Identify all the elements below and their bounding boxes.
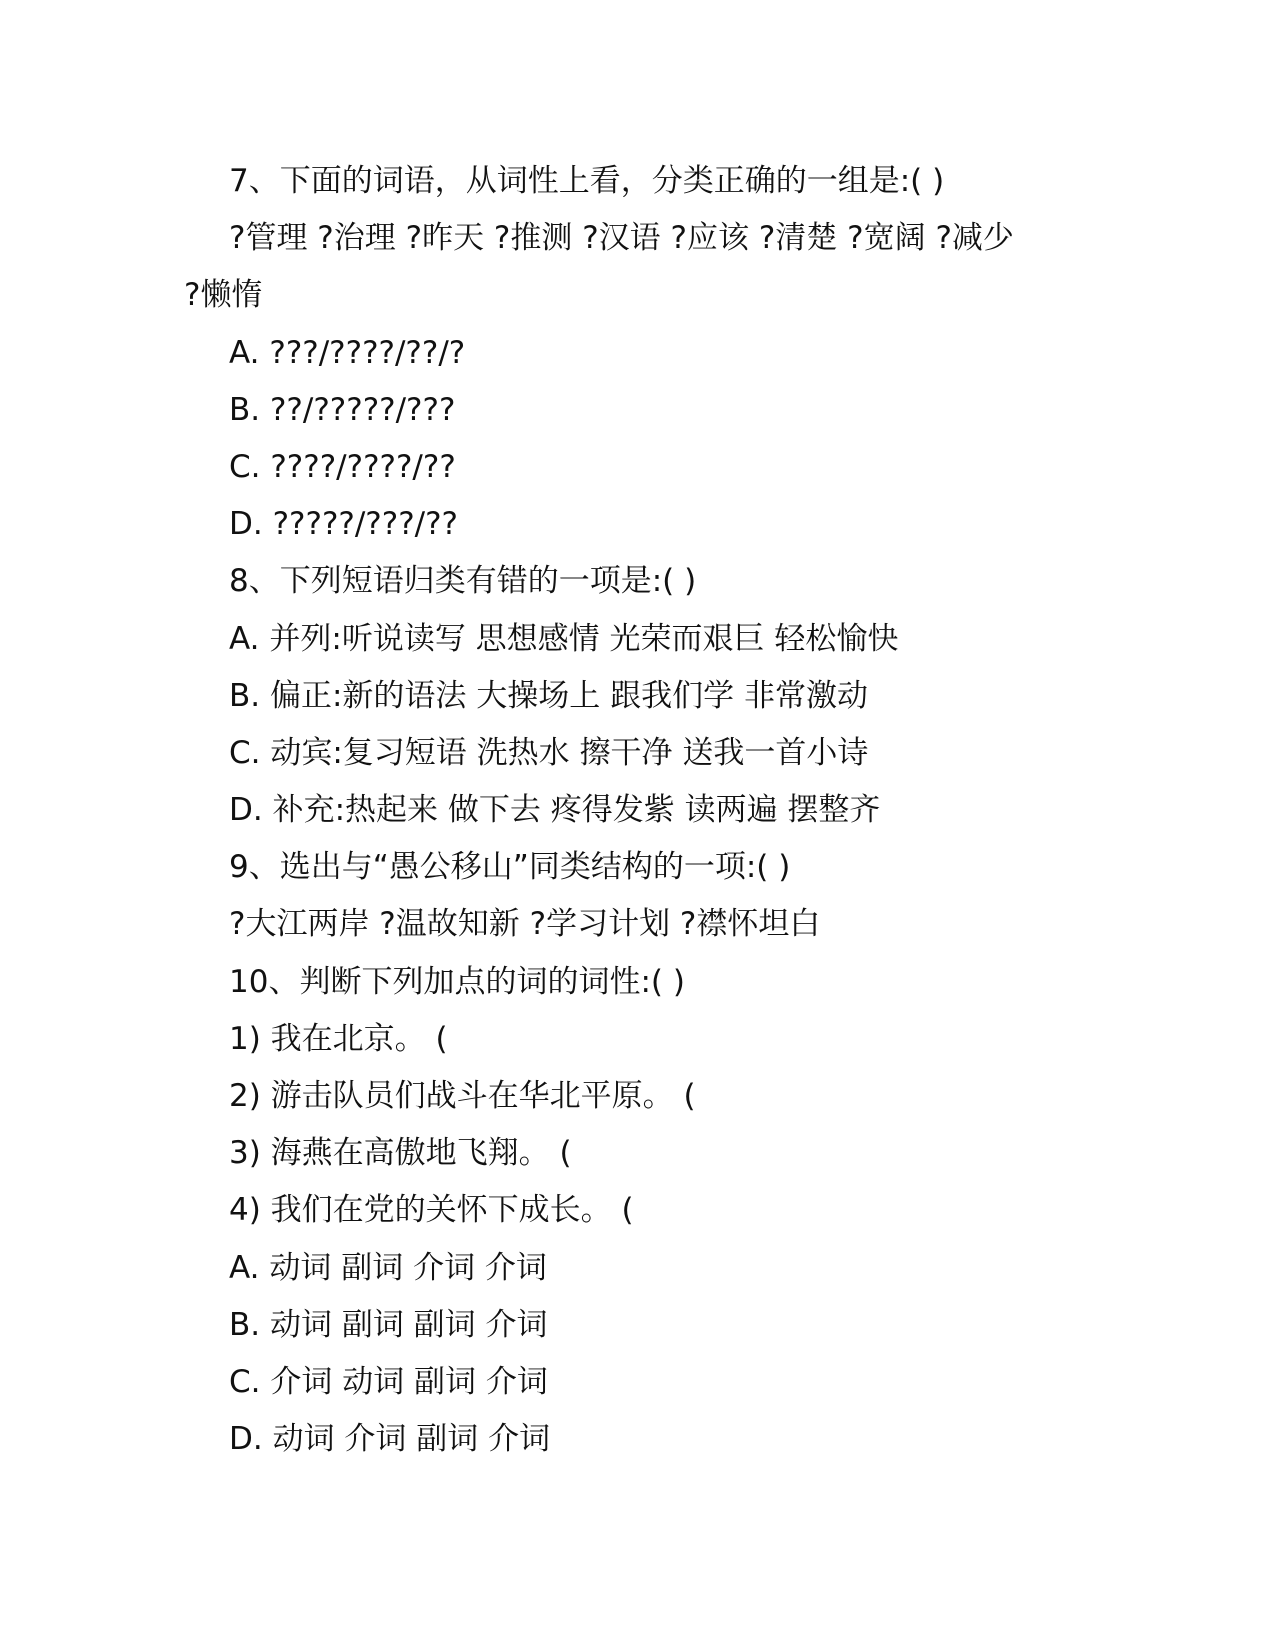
question-10-option-a: A. 动词 副词 介词 介词: [229, 1249, 547, 1286]
document-body: [184, 153, 1084, 1468]
question-7-option-a: A. ???/????/??/?: [229, 334, 466, 371]
question-10-sentence-4: 4) 我们在党的关怀下成长。 (: [229, 1192, 634, 1229]
question-8-option-c: C. 动宾:复习短语 洗热水 擦干净 送我一首小诗: [229, 734, 869, 771]
question-7-stem: 7、下面的词语，从词性上看，分类正确的一组是:( ): [229, 163, 945, 199]
question-9-stem: 9、选出与“愚公移山”同类结构的一项:( ): [229, 849, 791, 886]
question-7-word-list-continued: ?懒惰: [184, 277, 263, 314]
question-10-option-c: C. 介词 动词 副词 介词: [229, 1363, 548, 1400]
question-9-options: ?大江两岸 ?温故知新 ?学习计划 ?襟怀坦白: [229, 906, 821, 943]
question-7-option-d: D. ?????/???/??: [229, 506, 459, 543]
question-10-sentence-3: 3) 海燕在高傲地飞翔。 (: [229, 1135, 572, 1172]
question-8-option-b: B. 偏正:新的语法 大操场上 跟我们学 非常激动: [229, 677, 868, 714]
question-7-option-b: B. ??/?????/???: [229, 391, 456, 428]
question-10-sentence-2: 2) 游击队员们战斗在华北平原。 (: [229, 1078, 696, 1114]
question-10-option-b: B. 动词 副词 副词 介词: [229, 1306, 548, 1343]
question-8-stem: 8、下列短语归类有错的一项是:( ): [229, 563, 697, 600]
question-8-option-d: D. 补充:热起来 做下去 疼得发紫 读两遍 摆整齐: [229, 792, 881, 829]
question-8-option-a: A. 并列:听说读写 思想感情 光荣而艰巨 轻松愉快: [229, 620, 899, 657]
question-7-word-list: ?管理 ?治理 ?昨天 ?推测 ?汉语 ?应该 ?清楚 ?宽阔 ?减少: [229, 220, 1014, 257]
question-10-stem: 10、判断下列加点的词的词性:( ): [229, 963, 685, 1000]
question-10-option-d: D. 动词 介词 副词 介词: [229, 1421, 551, 1458]
question-7-option-c: C. ????/????/??: [229, 448, 456, 485]
question-10-sentence-1: 1) 我在北京。 (: [229, 1020, 448, 1057]
